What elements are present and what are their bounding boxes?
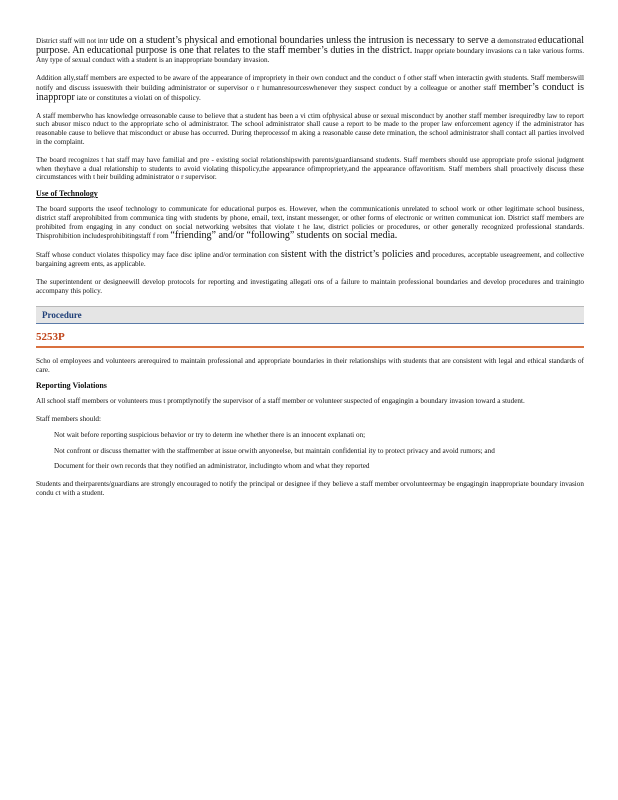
para2-tail: iate or constitutes a violati on of thispolicy.: [76, 93, 201, 102]
para5-big: “friending” and/or “following” students on social media.: [170, 230, 398, 242]
list-item: [36, 431, 584, 440]
para2-text: Addition ally,staff members are expected to be aware of the appearance of impropriety in their own conduct and the conduct o f other staff when interactin gwith students. Staff memberswill notify and discuss issueswith their building administrator or supervisor o r humanresourceswhenever they suspect conduct by a colleague or another staff: [36, 73, 584, 92]
para6-big: sistent with the district’s policies and: [280, 249, 431, 261]
bullet-text: Not confront or discuss thematter with the staffmember at issue orwith anyoneelse, but maintain confidential ity to protect privacy and avoid rumors; and: [54, 446, 495, 455]
paragraph-boundaries: Scho ol employees and volunteers arerequired to maintain professional and appropriate boundaries in their relationships with students that are consistent with legal and ethical standards of care.: [36, 356, 584, 374]
bullet-text: Document for their own records that they notified an administrator, includingto whom and what they reported: [54, 462, 370, 471]
list-item: [36, 462, 584, 471]
para1-tail: Inappr opriate boundary invasions ca n take various forms. Any type of sexual conduct with a student is an inappropriate boundary invasion.: [36, 47, 585, 64]
paragraph-impropriety: [36, 74, 584, 103]
para1-big: ude on a student’s physical and emotional boundaries unless the intrusion is necessary to serve a: [109, 35, 496, 46]
list-item: [36, 447, 584, 456]
procedure-title: Procedure: [42, 309, 82, 320]
para5-text: The board supports the useof technology to communicate for educational purpos es. However, when the communicationis unrelated to school work or other legitimate school business, district staff areprohibited from communica ting with students by phone, email, text, instant messenger, or other forms of electronic or written communicat ion. District staff members are prohibited from engaging in any conduct on social networking websites that violate t he law, district policies or procedures, or other generally recognized professional standards. Thisprohibition includesprohibitingstaff f rom: [36, 204, 584, 241]
procedure-code-rule: [36, 346, 584, 348]
paragraph-notify: All school staff members or volunteers mus t promptlynotify the supervisor of a staff member or volunteer suspected of engagingin a boundary invasion toward a student.: [36, 397, 525, 406]
bullet-text: Not wait before reporting suspicious behavior or try to determ ine whether there is an innocent explanati on;: [54, 430, 366, 439]
document-page: [36, 36, 584, 498]
heading-use-of-technology: Use of Technology: [36, 189, 98, 199]
procedure-code: 5253P: [36, 330, 65, 343]
paragraph-discipline: [36, 250, 584, 269]
para1-mid: demonstrated: [497, 37, 537, 45]
paragraph-technology: [36, 205, 584, 241]
bullet-box-icon: [36, 462, 54, 471]
para1-lead: District staff will not intr: [36, 37, 108, 45]
para6-tail: procedures, acceptable useagreement, and collective bargaining agreem ents, as applicable.: [36, 251, 585, 269]
paragraph-superintendent: The superintendent or designeewill develop protocols for reporting and investigating allegati ons of a failure to maintain professional boundaries and develop procedures and trainingto accompany this policy.: [36, 278, 584, 295]
para6-text: Staff whose conduct violates thispolicy may face disc ipline and/or termination con: [36, 251, 279, 260]
heading-reporting-violations: Reporting Violations: [36, 381, 107, 391]
bullet-box-icon: [36, 447, 54, 456]
para2-big: member’s conduct is inappropr: [36, 81, 585, 103]
paragraph-intrusion: [36, 36, 584, 65]
paragraph-dual-relationships: The board recognizes t hat staff may have familial and pre - existing social relationshipswith parents/guardiansand students. Staff members should use appropriate profe ssional judgment when theyhave a dual relationship to students to avoid violating thispolicy,the appearance ofimpropriety,and the appearance offavoritism. Staff members shall proactively discuss these circumstances with t heir building administrator o r supervisor.: [36, 155, 584, 182]
para1-big2: educational purpose. An educational purpose is one that relates to the staff member’s duties in the district.: [36, 35, 585, 56]
bullet-box-icon: [36, 431, 54, 440]
paragraph-students-parents: Students and theirparents/guardians are strongly encouraged to notify the principal or designee if they believe a staff member orvolunteermay be engagingin inappropriate boundary invasion condu ct with a student.: [36, 480, 584, 497]
paragraph-staff-should: Staff members should:: [36, 414, 101, 423]
paragraph-abuse-report: A staff memberwho has knowledge orreasonable cause to believe that a student has been a vi ctim ofphysical abuse or sexual misconduct by another staff member isrequiredby law to report such abusor misco nduct to the appropriate scho ol administrator. The school administrator shall cause a report to be made to the proper law enforcement agency if the administrator has reasonable cause to believe that misconduct or abuse has occurred. During theprocessof m aking a reasonable cause dete rmination, the school administrator shall contact all parties involved in the complaint.: [36, 111, 584, 146]
procedure-banner: [36, 306, 584, 324]
